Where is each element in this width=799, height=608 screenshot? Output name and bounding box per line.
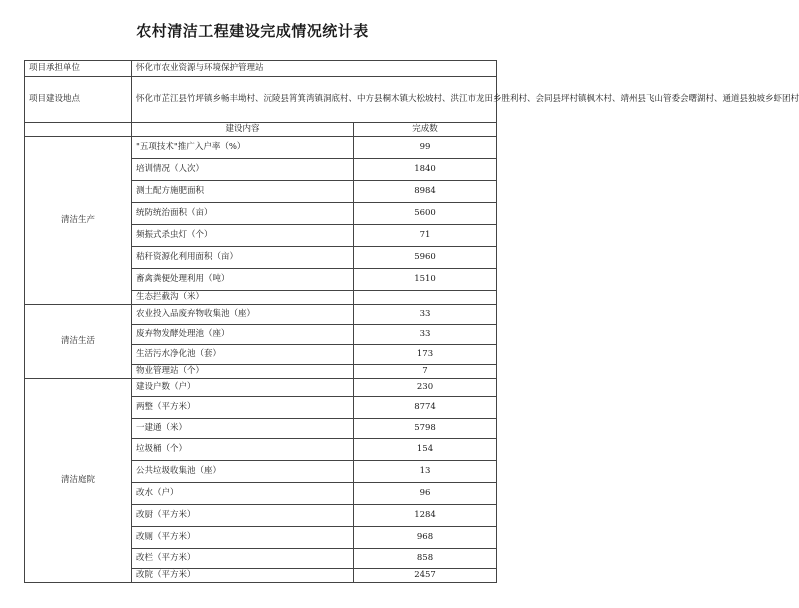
undertaker-row <box>25 61 497 77</box>
item-cell: 垃圾桶（个） <box>132 439 354 461</box>
value-cell: 173 <box>354 345 497 365</box>
value-cell: 5960 <box>354 247 497 269</box>
value-cell: 8774 <box>354 397 497 419</box>
value-cell: 7 <box>354 365 497 379</box>
table-row <box>25 137 497 159</box>
item-cell: 建设户数（户） <box>132 379 354 397</box>
value-cell: 13 <box>354 461 497 483</box>
category-header-cell <box>25 123 132 137</box>
item-cell: 物业管理站（个） <box>132 365 354 379</box>
page-title: 农村清洁工程建设完成情况统计表 <box>136 22 369 40</box>
value-cell: 33 <box>354 305 497 325</box>
item-cell: 两整（平方米） <box>132 397 354 419</box>
item-cell: "五项技术"推广入户率（%） <box>132 137 354 159</box>
value-column-header: 完成数 <box>354 123 497 137</box>
value-cell: 33 <box>354 325 497 345</box>
item-cell: 测土配方施肥面积 <box>132 181 354 203</box>
item-cell: 废弃物发酵处理池（座） <box>132 325 354 345</box>
value-cell: 5798 <box>354 419 497 439</box>
item-cell: 生活污水净化池（套） <box>132 345 354 365</box>
undertaker-value: 怀化市农业资源与环境保护管理站 <box>132 61 497 77</box>
value-cell <box>354 291 497 305</box>
item-cell: 改水（户） <box>132 483 354 505</box>
column-header-row <box>25 123 497 137</box>
table-row <box>25 379 497 397</box>
item-cell: 生态拦截沟（米） <box>132 291 354 305</box>
section-label-clean-living: 清洁生活 <box>25 305 132 379</box>
value-cell: 1284 <box>354 505 497 527</box>
item-cell: 改厕（平方米） <box>132 527 354 549</box>
value-cell: 968 <box>354 527 497 549</box>
item-cell: 培训情况（人次） <box>132 159 354 181</box>
value-cell: 2457 <box>354 569 497 583</box>
item-cell: 一建通（米） <box>132 419 354 439</box>
item-cell: 改栏（平方米） <box>132 549 354 569</box>
value-cell: 154 <box>354 439 497 461</box>
value-cell: 96 <box>354 483 497 505</box>
item-cell: 秸秆资源化利用面积（亩） <box>132 247 354 269</box>
item-cell: 畜禽粪便处理利用（吨） <box>132 269 354 291</box>
item-cell: 统防统治面积（亩） <box>132 203 354 225</box>
location-value: 怀化市芷江县竹坪镇乡畅丰坳村、沅陵县筲箕湾镇洞底村、中方县桐木镇大松坡村、洪江市龙田乡胜利村、会同县坪村镇枫木村、靖州县飞山管委会曙湖村、通道县独坡乡虾团村 <box>132 77 497 123</box>
item-cell: 频振式杀虫灯（个） <box>132 225 354 247</box>
section-label-clean-production: 清洁生产 <box>25 137 132 305</box>
item-cell: 改厨（平方米） <box>132 505 354 527</box>
value-cell: 1840 <box>354 159 497 181</box>
section-label-clean-courtyard: 清洁庭院 <box>25 379 132 583</box>
location-label: 项目建设地点 <box>25 77 132 123</box>
value-cell: 5600 <box>354 203 497 225</box>
value-cell: 8984 <box>354 181 497 203</box>
value-cell: 71 <box>354 225 497 247</box>
undertaker-label: 项目承担单位 <box>25 61 132 77</box>
item-cell: 改院（平方米） <box>132 569 354 583</box>
table-row <box>25 305 497 325</box>
value-cell: 858 <box>354 549 497 569</box>
value-cell: 99 <box>354 137 497 159</box>
value-cell: 230 <box>354 379 497 397</box>
location-row <box>25 77 497 123</box>
item-column-header: 建设内容 <box>132 123 354 137</box>
item-cell: 公共垃圾收集池（座） <box>132 461 354 483</box>
item-cell: 农业投入品废弃物收集池（座） <box>132 305 354 325</box>
value-cell: 1510 <box>354 269 497 291</box>
statistics-table <box>24 60 799 583</box>
